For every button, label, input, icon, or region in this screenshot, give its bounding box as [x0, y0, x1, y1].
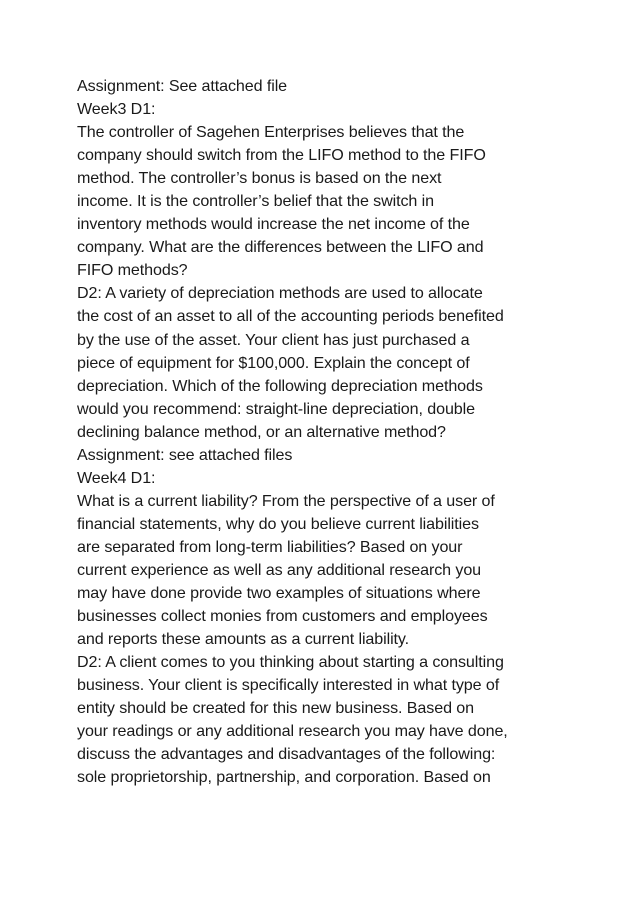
- text-line: D2: A variety of depreciation methods are used to allocate: [77, 284, 483, 303]
- text-line: depreciation. Which of the following depreciation methods: [77, 376, 483, 395]
- text-line: current experience as well as any additional research you: [77, 560, 482, 579]
- text-line: The controller of Sagehen Enterprises believes that the: [77, 123, 465, 142]
- document-page: [77, 75, 572, 789]
- text-line: entity should be created for this new business. Based on: [77, 699, 474, 718]
- text-line: Week3 D1:: [77, 100, 156, 119]
- text-line: sole proprietorship, partnership, and corporation. Based on: [77, 768, 491, 787]
- text-line: inventory methods would increase the net income of the: [77, 215, 470, 234]
- text-line: your readings or any additional research you may have done,: [77, 722, 508, 741]
- text-line: declining balance method, or an alternative method?: [77, 422, 446, 441]
- text-line: company should switch from the LIFO method to the FIFO: [77, 146, 486, 165]
- text-line: D2: A client comes to you thinking about starting a consulting: [77, 653, 504, 672]
- text-line: are separated from long-term liabilities? Based on your: [77, 537, 463, 556]
- text-line: would you recommend: straight-line depreciation, double: [77, 399, 475, 418]
- text-line: Assignment: See attached file: [77, 77, 288, 95]
- text-line: FIFO methods?: [77, 261, 188, 280]
- text-line: businesses collect monies from customers and employees: [77, 607, 488, 626]
- text-line: business. Your client is specifically interested in what type of: [77, 676, 500, 695]
- text-line: by the use of the asset. Your client has just purchased a: [77, 330, 470, 349]
- text-line: Assignment: see attached files: [77, 445, 293, 464]
- text-line: What is a current liability? From the perspective of a user of: [77, 491, 495, 510]
- text-line: discuss the advantages and disadvantages of the following:: [77, 745, 496, 764]
- text-line: piece of equipment for $100,000. Explain the concept of: [77, 353, 470, 372]
- text-line: financial statements, why do you believe current liabilities: [77, 514, 479, 533]
- text-line: and reports these amounts as a current liability.: [77, 630, 410, 649]
- text-line: method. The controller’s bonus is based on the next: [77, 169, 442, 188]
- text-line: may have done provide two examples of situations where: [77, 584, 481, 603]
- text-line: income. It is the controller’s belief that the switch in: [77, 192, 434, 211]
- text-line: company. What are the differences between the LIFO and: [77, 238, 484, 257]
- text-line: the cost of an asset to all of the accounting periods benefited: [77, 307, 504, 326]
- text-line: Week4 D1:: [77, 468, 156, 487]
